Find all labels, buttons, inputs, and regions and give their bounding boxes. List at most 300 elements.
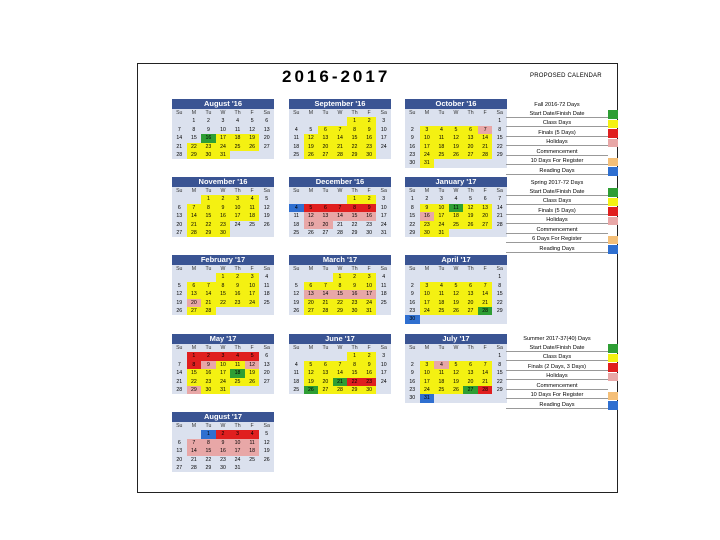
day-cell: 28 xyxy=(478,151,493,159)
day-cell: 18 xyxy=(293,378,300,385)
day-cell: 23 xyxy=(347,299,362,307)
weekday-header: M xyxy=(187,422,202,430)
day-cell: 13 xyxy=(318,369,333,377)
day-cell: 31 xyxy=(420,394,435,402)
weekday-header: Su xyxy=(289,344,304,352)
day-cell: 9 xyxy=(347,282,362,290)
weekday-header: Su xyxy=(289,187,304,195)
page-subtitle: PROPOSED CALENDAR xyxy=(530,73,602,79)
day-cell xyxy=(434,159,449,167)
weekday-header: W xyxy=(216,265,231,273)
month-days-grid xyxy=(405,109,507,168)
day-cell: 5 xyxy=(304,361,319,369)
day-cell: 23 xyxy=(366,221,373,228)
legend-panel xyxy=(506,334,618,410)
day-cell: 31 xyxy=(362,307,377,315)
day-cell: 3 xyxy=(245,273,260,281)
day-cell: 19 xyxy=(304,143,319,151)
legend-row xyxy=(506,157,618,167)
day-cell: 16 xyxy=(409,378,416,385)
day-cell: 1 xyxy=(347,352,362,360)
legend-row xyxy=(506,138,618,148)
weekday-header: Sa xyxy=(376,109,391,117)
day-cell: 24 xyxy=(234,456,241,463)
day-cell xyxy=(333,117,348,125)
day-cell: 6 xyxy=(265,353,269,360)
day-cell xyxy=(318,195,333,203)
day-cell: 18 xyxy=(434,143,449,151)
day-cell: 29 xyxy=(187,386,202,394)
weekday-header: Sa xyxy=(259,344,274,352)
day-cell: 15 xyxy=(496,291,503,298)
day-cell: 2 xyxy=(410,361,414,368)
day-cell: 17 xyxy=(362,290,377,298)
day-cell xyxy=(245,464,260,472)
weekday-header: W xyxy=(333,344,348,352)
day-cell: 8 xyxy=(201,439,216,447)
month-days-grid xyxy=(289,187,391,237)
legend-label: Start Date/Finish Date xyxy=(506,345,608,352)
day-cell xyxy=(289,117,304,125)
day-cell: 18 xyxy=(245,447,260,455)
day-cell: 24 xyxy=(420,151,435,159)
day-cell: 30 xyxy=(201,151,216,159)
day-cell: 9 xyxy=(362,361,377,369)
day-cell: 18 xyxy=(293,221,300,228)
day-cell xyxy=(405,352,420,360)
legend-swatch xyxy=(608,167,618,176)
day-cell: 26 xyxy=(449,151,464,159)
day-cell: 16 xyxy=(201,134,216,142)
weekday-header: M xyxy=(304,109,319,117)
day-cell: 22 xyxy=(216,299,231,307)
day-cell: 11 xyxy=(245,439,260,447)
day-cell: 4 xyxy=(434,361,449,369)
day-cell: 24 xyxy=(216,143,231,151)
day-cell: 20 xyxy=(478,212,493,220)
day-cell: 28 xyxy=(478,386,493,394)
weekday-header: Tu xyxy=(201,344,216,352)
day-cell xyxy=(449,117,464,125)
day-cell: 2 xyxy=(206,118,210,125)
day-cell xyxy=(172,117,187,125)
legend-label: Class Days xyxy=(506,354,608,361)
day-cell: 8 xyxy=(498,361,502,368)
weekday-header: M xyxy=(420,109,435,117)
day-cell: 4 xyxy=(245,430,260,438)
day-cell: 11 xyxy=(293,370,299,377)
day-cell: 21 xyxy=(478,299,493,307)
day-cell: 8 xyxy=(216,282,231,290)
day-cell: 24 xyxy=(234,221,241,228)
day-cell: 26 xyxy=(304,151,319,159)
day-cell: 10 xyxy=(420,369,435,377)
day-cell: 19 xyxy=(449,299,464,307)
day-cell xyxy=(376,386,391,394)
day-cell: 11 xyxy=(381,282,387,289)
day-cell: 10 xyxy=(245,282,260,290)
weekday-header: W xyxy=(333,109,348,117)
month-days-grid xyxy=(289,344,391,394)
day-cell: 28 xyxy=(190,464,197,471)
day-cell xyxy=(492,159,507,167)
day-cell: 21 xyxy=(176,143,183,150)
weekday-header: Tu xyxy=(434,109,449,117)
legend-label: Commencement xyxy=(506,227,608,234)
legend-swatch xyxy=(608,179,618,188)
day-cell: 24 xyxy=(380,378,387,385)
day-cell xyxy=(434,273,449,281)
day-cell: 21 xyxy=(478,143,493,151)
day-cell: 17 xyxy=(420,143,435,151)
month-title: May '17 xyxy=(172,334,274,344)
day-cell xyxy=(230,386,245,394)
day-cell: 30 xyxy=(362,386,377,394)
day-cell xyxy=(245,307,260,315)
day-cell: 26 xyxy=(449,386,464,394)
day-cell: 27 xyxy=(478,221,493,229)
day-cell: 25 xyxy=(249,221,256,228)
day-cell xyxy=(420,315,435,323)
day-cell: 25 xyxy=(380,299,387,306)
day-cell: 25 xyxy=(230,143,245,151)
day-cell xyxy=(420,117,435,125)
legend-panel xyxy=(506,100,618,176)
day-cell: 25 xyxy=(263,299,270,306)
day-cell xyxy=(463,273,478,281)
weekday-header: Sa xyxy=(259,109,274,117)
day-cell xyxy=(318,352,333,360)
day-cell: 24 xyxy=(380,143,387,150)
day-cell: 5 xyxy=(265,431,269,438)
day-cell: 11 xyxy=(434,134,449,142)
weekday-header: F xyxy=(245,344,260,352)
day-cell: 19 xyxy=(463,212,478,220)
legend-swatch xyxy=(608,401,618,410)
month-days-grid xyxy=(289,265,391,315)
legend-label: Holidays xyxy=(506,139,608,146)
day-cell: 1 xyxy=(192,118,196,125)
day-cell xyxy=(434,315,449,323)
day-cell: 2 xyxy=(230,273,245,281)
month-calendar xyxy=(289,99,391,159)
legend-row xyxy=(506,353,618,363)
day-cell: 9 xyxy=(410,135,414,142)
weekday-header: F xyxy=(362,187,377,195)
day-cell: 7 xyxy=(201,282,216,290)
day-cell: 4 xyxy=(236,118,239,125)
day-cell: 4 xyxy=(265,274,269,281)
day-cell: 10 xyxy=(420,134,435,142)
day-cell: 17 xyxy=(216,134,231,142)
day-cell: 5 xyxy=(294,282,298,289)
month-calendar xyxy=(172,177,274,237)
day-cell: 21 xyxy=(478,378,493,386)
legend-swatch xyxy=(608,382,618,391)
day-cell: 20 xyxy=(263,370,270,377)
month-calendar xyxy=(172,334,274,394)
day-cell: 9 xyxy=(216,204,231,212)
day-cell: 22 xyxy=(351,221,358,228)
day-cell: 27 xyxy=(304,307,319,315)
legend-label: Start Date/Finish Date xyxy=(506,111,608,118)
day-cell: 27 xyxy=(463,151,478,159)
day-cell: 1 xyxy=(216,273,231,281)
day-cell: 22 xyxy=(409,221,416,228)
day-cell: 22 xyxy=(496,299,503,306)
day-cell: 22 xyxy=(347,378,362,386)
weekday-header: Su xyxy=(289,265,304,273)
day-cell: 10 xyxy=(380,126,387,133)
day-cell: 17 xyxy=(230,212,245,220)
day-cell: 5 xyxy=(304,204,319,212)
day-cell: 6 xyxy=(304,282,319,290)
day-cell: 28 xyxy=(496,221,503,228)
weekday-header: Sa xyxy=(376,344,391,352)
day-cell: 8 xyxy=(201,204,216,212)
day-cell: 11 xyxy=(245,204,260,212)
day-cell: 4 xyxy=(289,204,304,212)
day-cell: 2 xyxy=(362,195,377,203)
weekday-header: Su xyxy=(405,109,420,117)
day-cell: 9 xyxy=(216,439,231,447)
legend-row xyxy=(506,207,618,217)
day-cell: 9 xyxy=(420,204,435,212)
day-cell: 8 xyxy=(187,361,202,369)
weekday-header: Sa xyxy=(259,422,274,430)
day-cell: 25 xyxy=(293,229,300,236)
day-cell xyxy=(245,386,260,394)
day-cell: 15 xyxy=(190,135,197,142)
day-cell xyxy=(216,307,231,315)
day-cell: 21 xyxy=(187,221,202,229)
month-title: October '16 xyxy=(405,99,507,109)
weekday-header: Sa xyxy=(376,265,391,273)
weekday-header: F xyxy=(245,265,260,273)
month-calendar xyxy=(289,334,391,394)
day-cell xyxy=(434,117,449,125)
month-days-grid xyxy=(172,265,274,315)
legend-swatch xyxy=(608,354,618,363)
legend-row xyxy=(506,245,618,255)
legend-label: Reading Days xyxy=(506,246,608,253)
day-cell xyxy=(172,273,187,281)
day-cell: 28 xyxy=(176,151,183,158)
day-cell: 28 xyxy=(201,307,216,315)
day-cell: 14 xyxy=(478,369,493,377)
day-cell: 3 xyxy=(420,361,435,369)
day-cell: 26 xyxy=(245,143,260,151)
weekday-header: Su xyxy=(172,187,187,195)
day-cell: 31 xyxy=(434,229,449,237)
day-cell: 18 xyxy=(434,299,449,307)
legend-label: Start Date/Finish Date xyxy=(506,189,608,196)
month-calendar xyxy=(289,177,391,237)
day-cell: 17 xyxy=(216,369,231,377)
legend-swatch xyxy=(608,101,618,110)
day-cell xyxy=(449,394,464,402)
day-cell: 22 xyxy=(496,143,503,150)
weekday-header: Tu xyxy=(201,265,216,273)
day-cell: 30 xyxy=(409,395,416,402)
legend-row xyxy=(506,363,618,373)
legend-label: Finals (2 Days, 3 Days) xyxy=(506,364,608,371)
day-cell: 14 xyxy=(478,134,493,142)
day-cell: 9 xyxy=(362,126,377,134)
legend-row xyxy=(506,178,618,188)
weekday-header: Th xyxy=(463,344,478,352)
day-cell: 19 xyxy=(263,213,270,220)
day-cell: 23 xyxy=(230,299,245,307)
day-cell: 7 xyxy=(187,439,202,447)
day-cell: 27 xyxy=(463,307,478,315)
legend-swatch xyxy=(608,245,618,254)
day-cell: 25 xyxy=(230,378,245,386)
day-cell: 21 xyxy=(201,299,216,307)
day-cell: 7 xyxy=(333,361,348,369)
day-cell: 21 xyxy=(190,456,197,463)
day-cell: 1 xyxy=(347,195,362,203)
weekday-header: Su xyxy=(289,109,304,117)
day-cell: 14 xyxy=(187,212,202,220)
weekday-header: W xyxy=(333,265,348,273)
day-cell: 13 xyxy=(263,361,270,368)
day-cell: 14 xyxy=(478,290,493,298)
day-cell: 18 xyxy=(230,369,245,377)
day-cell: 7 xyxy=(177,126,181,133)
day-cell: 5 xyxy=(449,126,464,134)
day-cell: 10 xyxy=(380,204,387,211)
day-cell: 9 xyxy=(201,361,216,369)
weekday-header: Th xyxy=(230,187,245,195)
day-cell: 29 xyxy=(201,229,216,237)
weekday-header: F xyxy=(362,344,377,352)
month-days-grid xyxy=(289,109,391,159)
day-cell: 19 xyxy=(449,378,464,386)
day-cell xyxy=(187,195,202,203)
weekday-header: Su xyxy=(172,344,187,352)
day-cell: 10 xyxy=(230,439,245,447)
day-cell: 2 xyxy=(410,282,414,289)
day-cell: 26 xyxy=(245,378,260,386)
day-cell xyxy=(463,352,478,360)
day-cell: 19 xyxy=(449,143,464,151)
month-title: June '17 xyxy=(289,334,391,344)
day-cell: 7 xyxy=(318,282,333,290)
day-cell: 26 xyxy=(449,307,464,315)
day-cell: 27 xyxy=(263,143,270,150)
day-cell xyxy=(405,273,420,281)
day-cell: 11 xyxy=(434,369,449,377)
month-days-grid xyxy=(172,344,274,394)
day-cell: 30 xyxy=(405,315,420,323)
day-cell: 16 xyxy=(409,299,416,306)
legend-label: 10 Days For Register xyxy=(506,158,608,165)
day-cell xyxy=(420,352,435,360)
day-cell: 25 xyxy=(293,386,300,393)
day-cell: 20 xyxy=(463,299,478,307)
day-cell: 19 xyxy=(304,378,319,386)
day-cell: 12 xyxy=(263,439,270,446)
day-cell xyxy=(463,159,478,167)
day-cell: 1 xyxy=(201,195,216,203)
month-title: July '17 xyxy=(405,334,507,344)
day-cell: 20 xyxy=(176,221,183,228)
day-cell xyxy=(449,229,464,237)
day-cell: 3 xyxy=(382,353,386,360)
day-cell: 23 xyxy=(420,221,435,229)
legend-row xyxy=(506,235,618,245)
day-cell xyxy=(201,273,216,281)
day-cell: 3 xyxy=(362,273,377,281)
weekday-header: Tu xyxy=(201,422,216,430)
day-cell xyxy=(463,117,478,125)
legend-label: Reading Days xyxy=(506,168,608,175)
day-cell: 17 xyxy=(380,213,387,220)
day-cell xyxy=(376,151,391,159)
day-cell xyxy=(478,394,493,402)
day-cell: 22 xyxy=(187,143,202,151)
month-calendar xyxy=(405,334,507,403)
day-cell: 8 xyxy=(347,361,362,369)
day-cell: 14 xyxy=(187,447,202,455)
weekday-header: Th xyxy=(347,187,362,195)
day-cell: 22 xyxy=(205,456,212,463)
legend-row xyxy=(506,401,618,411)
day-cell: 10 xyxy=(216,361,231,369)
day-cell: 3 xyxy=(216,352,231,360)
day-cell: 7 xyxy=(498,196,502,203)
day-cell: 29 xyxy=(187,151,202,159)
day-cell: 19 xyxy=(245,134,260,142)
legend-row xyxy=(506,344,618,354)
day-cell: 5 xyxy=(309,126,313,133)
day-cell: 2 xyxy=(362,352,377,360)
day-cell: 4 xyxy=(294,361,298,368)
day-cell: 16 xyxy=(362,134,377,142)
month-calendar xyxy=(405,99,507,168)
weekday-header: Tu xyxy=(318,265,333,273)
day-cell: 14 xyxy=(176,135,183,142)
day-cell: 21 xyxy=(496,213,503,220)
month-days-grid xyxy=(172,422,274,472)
weekday-header: M xyxy=(187,187,202,195)
legend-panel xyxy=(506,178,618,254)
day-cell: 11 xyxy=(293,135,299,142)
weekday-header: F xyxy=(362,265,377,273)
day-cell: 8 xyxy=(333,282,348,290)
day-cell xyxy=(289,273,304,281)
day-cell xyxy=(449,159,464,167)
weekday-header: Tu xyxy=(318,109,333,117)
day-cell: 21 xyxy=(337,221,343,228)
month-calendar xyxy=(172,255,274,315)
day-cell: 27 xyxy=(463,386,478,394)
day-cell: 15 xyxy=(347,134,362,142)
day-cell: 27 xyxy=(263,378,270,385)
day-cell: 14 xyxy=(333,369,348,377)
day-cell: 29 xyxy=(409,229,416,236)
day-cell: 15 xyxy=(347,369,362,377)
day-cell: 31 xyxy=(234,464,241,471)
day-cell: 1 xyxy=(187,352,202,360)
legend-label: Class Days xyxy=(506,120,608,127)
weekday-header: Tu xyxy=(318,187,333,195)
day-cell: 5 xyxy=(469,196,472,203)
day-cell: 6 xyxy=(318,361,333,369)
weekday-header: M xyxy=(187,265,202,273)
day-cell: 7 xyxy=(478,282,493,290)
